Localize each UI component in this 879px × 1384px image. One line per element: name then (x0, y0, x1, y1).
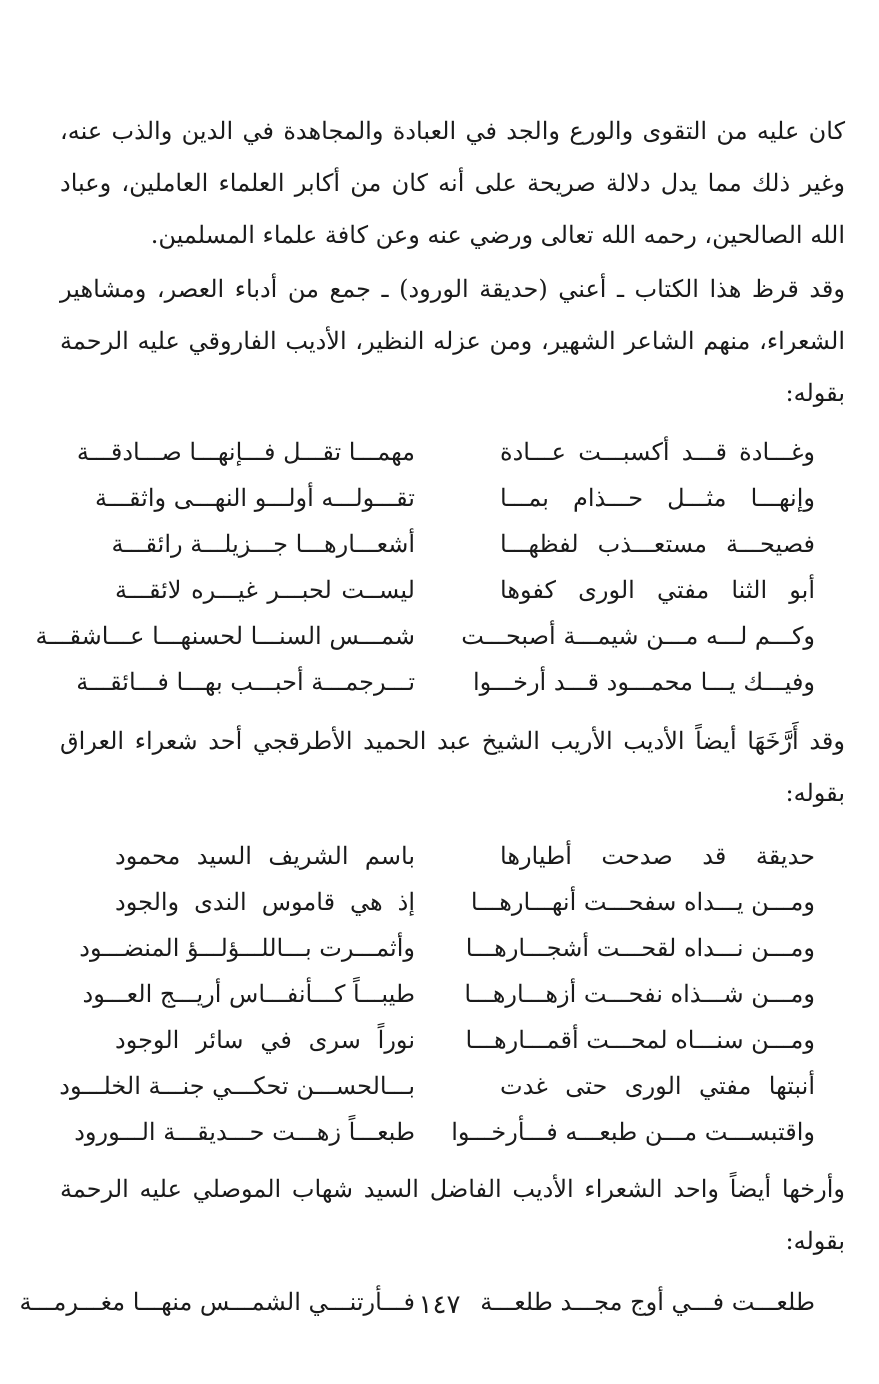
verse-second-hemistich: طبعـــاً زهـــت حـــديقـــة الـــورود (74, 1118, 415, 1146)
verse-second-hemistich: تـــرجمـــة أحبـــب بهـــا فـــائقـــة (76, 668, 415, 696)
verse (60, 429, 845, 475)
verse-first-hemistich: أنبتها مفتي الورى حتى غدت (500, 1072, 815, 1100)
verse-second-hemistich: وأثمـــرت بـــاللـــؤلـــؤ المنضـــود (79, 934, 415, 962)
verse (60, 1063, 845, 1109)
verse-first-hemistich: ومـــن شـــذاه نفحـــت أزهـــارهـــا (464, 980, 815, 1008)
verse-second-hemistich: تقـــولـــه أولـــو النهـــى واثقـــة (95, 484, 415, 512)
verse-second-hemistich: أشعـــارهـــا جـــزيلـــة رائقـــة (111, 530, 415, 558)
verse-first-hemistich: وغـــادة قـــد أكسبـــت عـــادة (500, 438, 815, 466)
verse-second-hemistich: مهمـــا تقـــل فـــإنهـــا صـــادقـــة (76, 438, 415, 466)
verse-first-hemistich: ومـــن نـــداه لقحـــت أشجـــارهـــا (465, 934, 815, 962)
verse-first-hemistich: وفيـــك يـــا محمـــود قـــد أرخـــوا (472, 668, 815, 696)
verse (60, 567, 845, 613)
verse (60, 521, 845, 567)
poem-1 (35, 429, 845, 705)
verse-second-hemistich: ليســت لحبـــر غيـــره لائقـــة (115, 576, 415, 604)
verse-second-hemistich: باسم الشريف السيد محمود (115, 842, 415, 870)
paragraph-4: وأرخها أيضاً واحد الشعراء الأديب الفاضل السيد شهاب الموصلي عليه الرحمة بقوله: (60, 1175, 845, 1255)
verse-second-hemistich: فـــأرتنـــي الشمـــس منهـــا مغـــرمـــة (19, 1288, 415, 1316)
verse-second-hemistich: شمـــس السنـــا لحسنهـــا عـــاشقـــة (35, 622, 415, 650)
verse-second-hemistich: طيبـــاً كـــأنفـــاس أريـــج العـــود (82, 980, 415, 1008)
paragraph-3: وقد أَرَّخَهَا أيضاً الأديب الأريب الشيخ عبد الحميد الأطرقجي أحد شعراء العراق بقوله: (60, 727, 845, 807)
page-number: ١٤٧ (418, 1290, 461, 1320)
poem-2 (60, 833, 845, 1155)
verse-first-hemistich: ومـــن يـــداه سفحـــت أنهـــارهـــا (470, 888, 815, 916)
paragraph-2: وقد قرظ هذا الكتاب ـ أعني (حديقة الورود) ـ جمع من أدباء العصر، ومشاهير الشعراء، منهم الشاعر الشهير، ومن عزله النظير، الأديب الفاروقي عليه الرحمة بقوله: (60, 275, 845, 407)
verse-second-hemistich: إذ هي قاموس الندى والجود (115, 888, 415, 916)
verse (60, 1109, 845, 1155)
verse-first-hemistich: وإنهـــا مثـــل حـــذام بمـــا (500, 484, 815, 512)
verse-second-hemistich: نوراً سرى في سائر الوجود (115, 1026, 415, 1054)
verse-first-hemistich: طلعـــت فـــي أوج مجـــد طلعـــة (480, 1288, 815, 1316)
verse-first-hemistich: ومـــن سنـــاه لمحـــت أقمـــارهـــا (465, 1026, 815, 1054)
verse-first-hemistich: وكـــم لـــه مـــن شيمـــة أصبحـــت (461, 622, 815, 650)
verse (60, 833, 845, 879)
verse (60, 659, 845, 705)
verse-second-hemistich: بـــالحســـن تحكـــي جنـــة الخلـــود (59, 1072, 415, 1100)
verse (35, 613, 845, 659)
verse (60, 1017, 845, 1063)
verse-first-hemistich: واقتبســـت مـــن طبعـــه فـــأرخـــوا (451, 1118, 815, 1146)
paragraph-1: كان عليه من التقوى والورع والجد في العبادة والمجاهدة في الدين والذب عنه، وغير ذلك مما يدل دلالة صريحة على أنه كان من أكابر العلماء العاملين، وعباد الله الصالحين، رحمه الله تعالى ورضي عنه وعن كافة علماء المسلمين. (60, 117, 846, 249)
verse-first-hemistich: أبو الثنا مفتي الورى كفوها (500, 576, 815, 604)
verse-first-hemistich: حديقة قد صدحت أطيارها (500, 842, 815, 870)
verse-first-hemistich: فصيحـــة مستعـــذب لفظهـــا (500, 530, 815, 558)
verse (60, 971, 845, 1017)
verse (60, 879, 845, 925)
verse (60, 925, 845, 971)
page-body (19, 105, 846, 1325)
verse (60, 475, 845, 521)
